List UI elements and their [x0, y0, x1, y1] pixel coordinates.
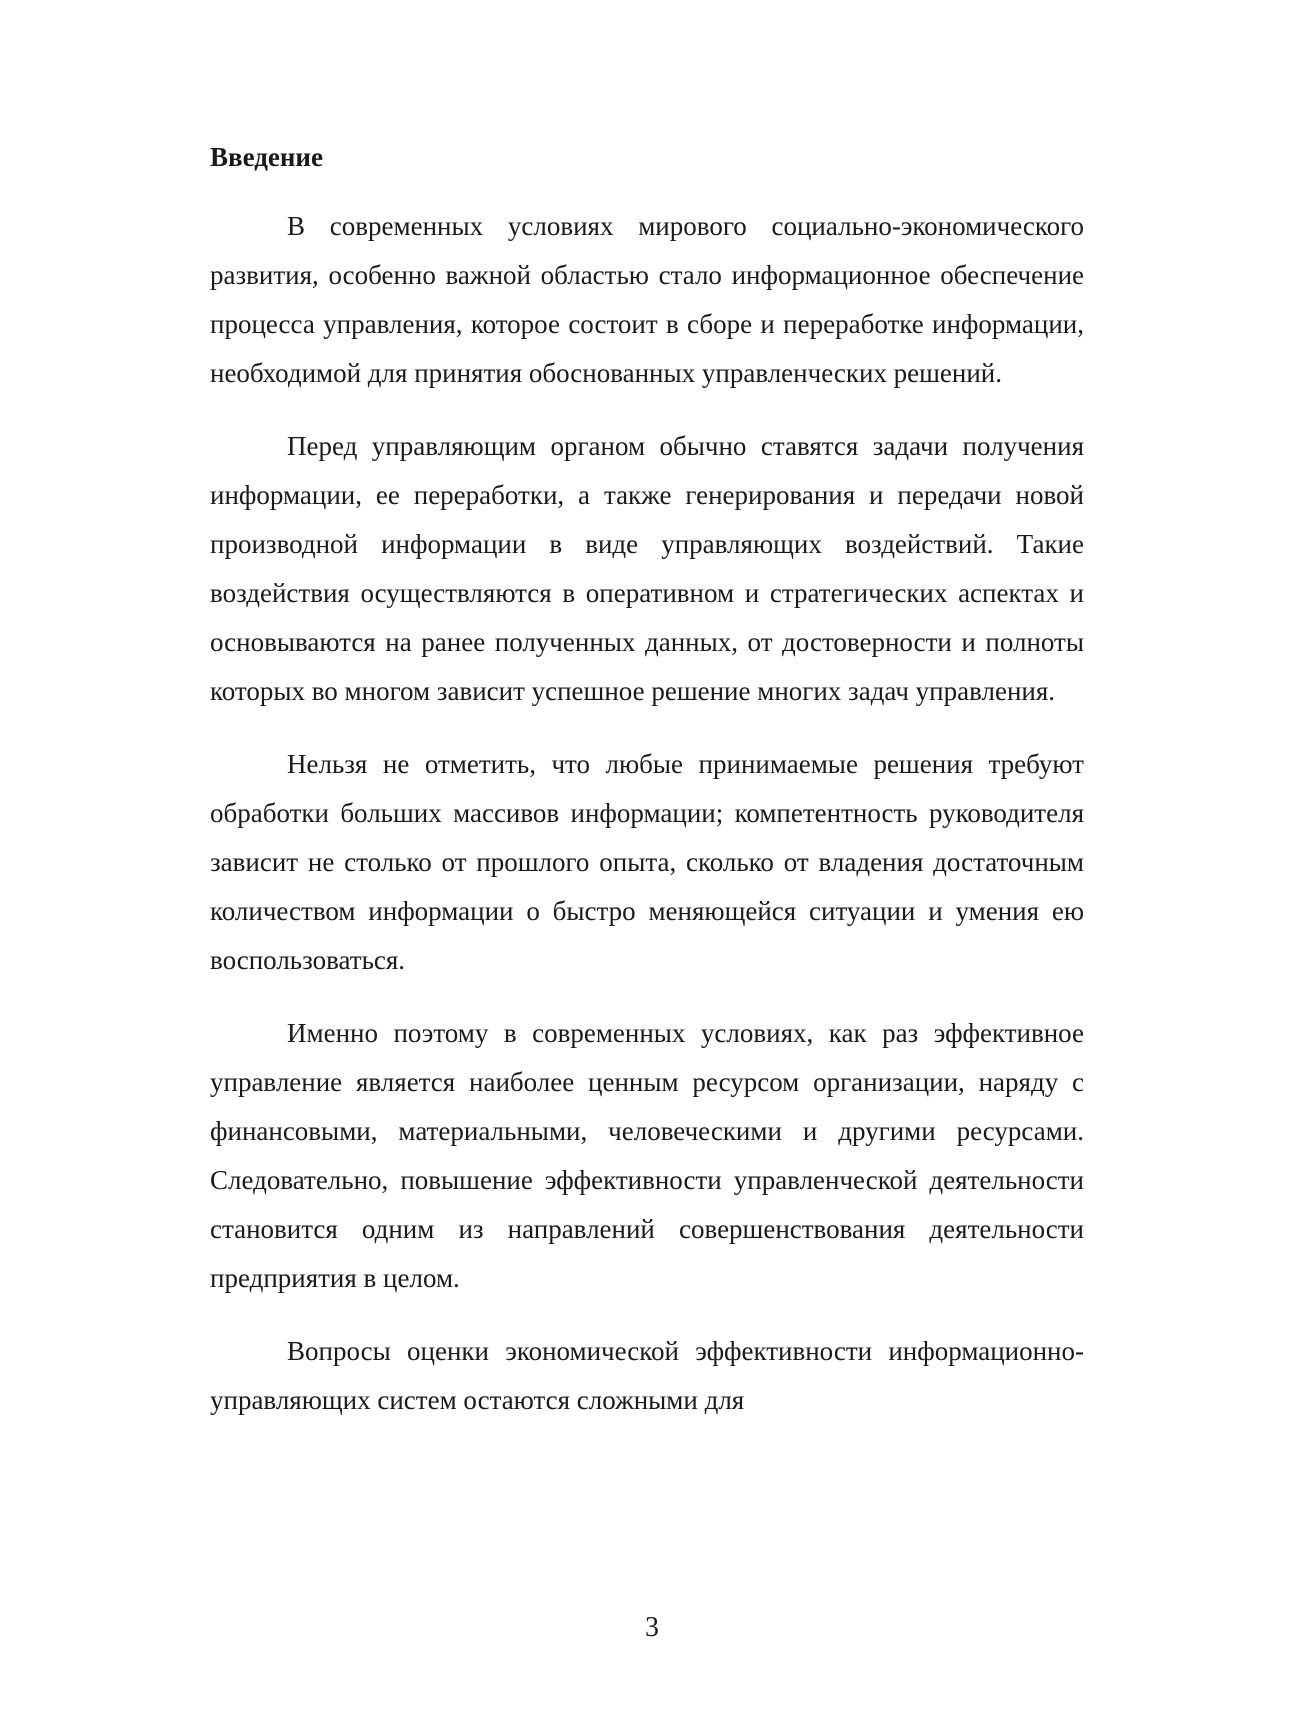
page-number: 3	[645, 1612, 659, 1643]
section-heading: Введение	[210, 142, 323, 172]
page-content	[210, 133, 1084, 1425]
paragraph-1: В современных условиях мирового социально-экономического развития, особенно важной областью стало информационное обеспечение процесса управления, которое состоит в сборе и переработке информации, необходимой для принятия обоснованных управленческих решений.	[210, 211, 1084, 388]
paragraph-3: Нельзя не отметить, что любые принимаемые решения требуют обработки больших массивов информации; компетентность руководителя зависит не столько от прошлого опыта, сколько от владения достаточным количеством информации о быстро меняющейся ситуации и умения ею воспользоваться.	[210, 749, 1084, 975]
paragraph-5: Вопросы оценки экономической эффективности информационно-управляющих систем остаются сложными для	[210, 1336, 1084, 1415]
paragraph-4: Именно поэтому в современных условиях, как раз эффективное управление является наиболее ценным ресурсом организации, наряду с финансовыми, материальными, человеческими и другими ресурсами. Следовательно, повышение эффективности управленческой деятельности становится одним из направлений совершенствования деятельности предприятия в целом.	[210, 1018, 1084, 1293]
paragraph-2: Перед управляющим органом обычно ставятся задачи получения информации, ее переработки, а также генерирования и передачи новой производной информации в виде управляющих воздействий. Такие воздействия осуществляются в оперативном и стратегических аспектах и основываются на ранее полученных данных, от достоверности и полноты которых во многом зависит успешное решение многих задач управления.	[210, 431, 1084, 706]
